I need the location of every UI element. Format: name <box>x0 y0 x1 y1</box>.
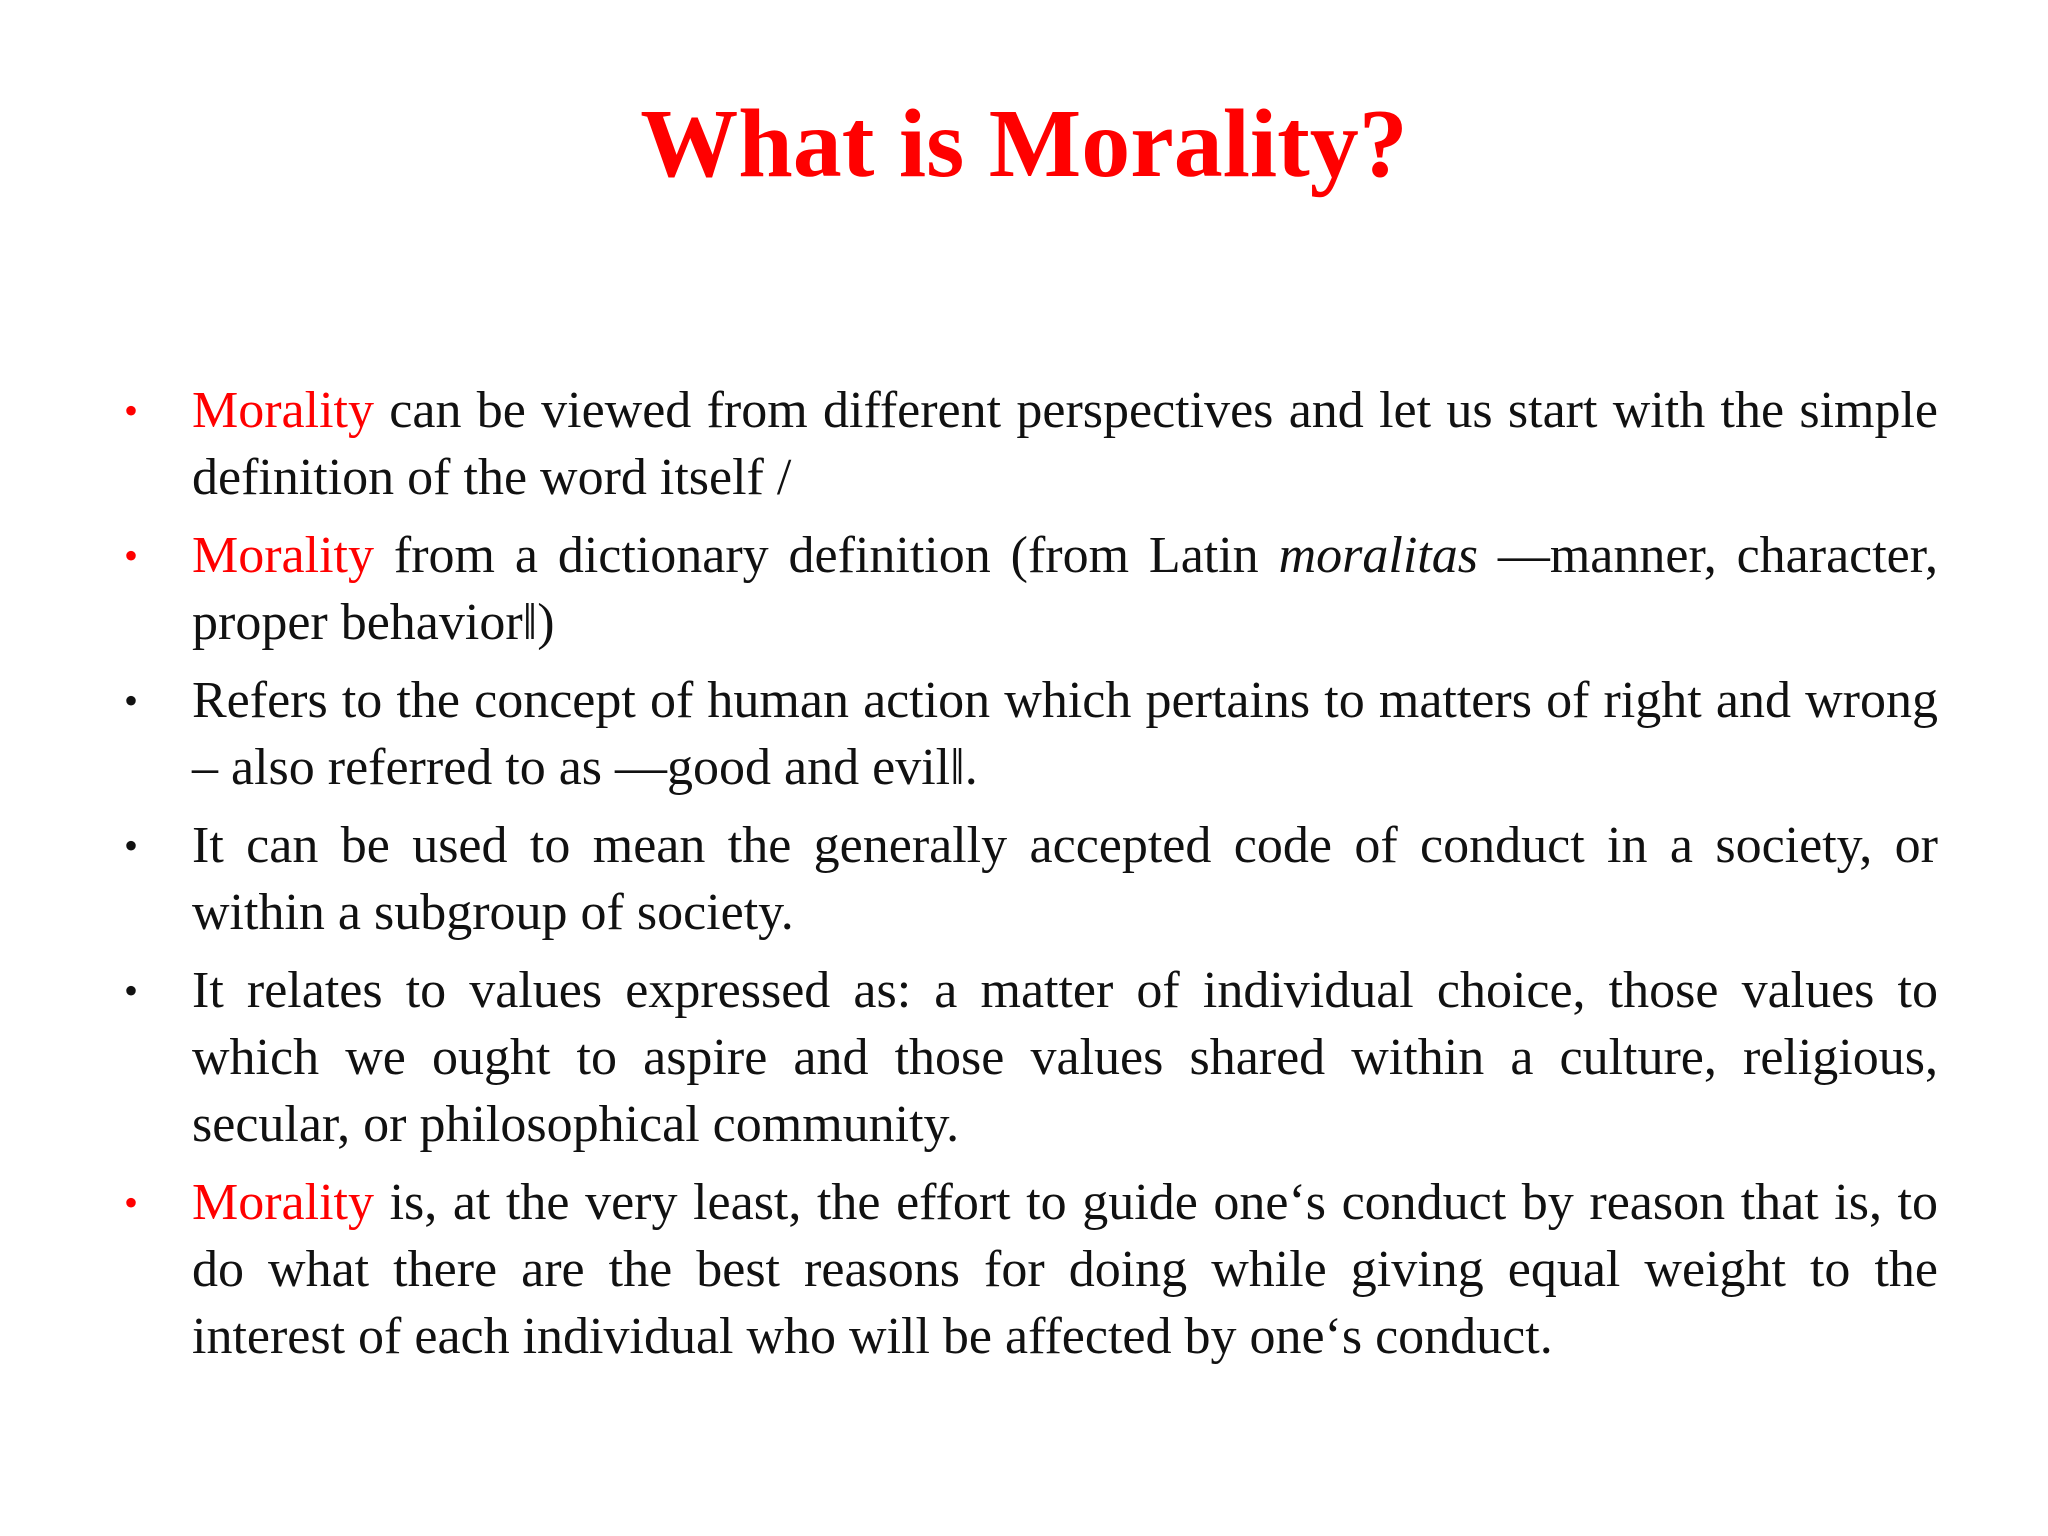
bullet-dot-icon: • <box>124 1180 139 1225</box>
bullet-text: It can be used to mean the generally accepted code of conduct in a society, or within a subgroup of society. <box>192 817 1938 941</box>
bullet-dot-icon: • <box>124 823 139 868</box>
bullet-dot-icon: • <box>124 533 139 578</box>
slide-title: What is Morality? <box>640 90 1408 198</box>
bullet-text: Refers to the concept of human action which pertains to matters of right and wrong – also referred to as ―good and evil‖. <box>192 672 1938 796</box>
bullet-item-5 <box>124 957 1938 1158</box>
bullet-keyword: Morality <box>192 527 374 584</box>
bullet-dot-icon: • <box>124 968 139 1013</box>
bullet-text: It relates to values expressed as: a matter of individual choice, those values to which we ought to aspire and those values shared within a culture, religious, secular, or philosophical community. <box>192 962 1938 1153</box>
bullet-item-4 <box>124 812 1938 946</box>
bullet-italic-term: moralitas <box>1278 527 1478 584</box>
bullet-dot-icon: • <box>124 678 139 723</box>
bullet-text: is, at the very least, the effort to guide one‘s conduct by reason that is, to do what there are the best reasons for doing while giving equal weight to the interest of each individual who will be affected by one‘s conduct. <box>192 1174 1938 1365</box>
bullet-text: ―manner, character, proper behavior‖) <box>192 527 1938 651</box>
bullet-item-2 <box>124 522 1938 656</box>
bullet-text: from a dictionary definition (from Latin <box>373 527 1279 584</box>
bullet-dot-icon: • <box>124 388 139 433</box>
bullet-list <box>124 377 1938 1381</box>
bullet-keyword: Morality <box>192 382 374 439</box>
bullet-item-1 <box>124 377 1938 511</box>
bullet-item-3 <box>124 667 1938 801</box>
bullet-text: can be viewed from different perspectives and let us start with the simple definition of the word itself / <box>192 382 1938 506</box>
bullet-keyword: Morality <box>192 1174 374 1231</box>
bullet-item-6 <box>124 1169 1938 1370</box>
